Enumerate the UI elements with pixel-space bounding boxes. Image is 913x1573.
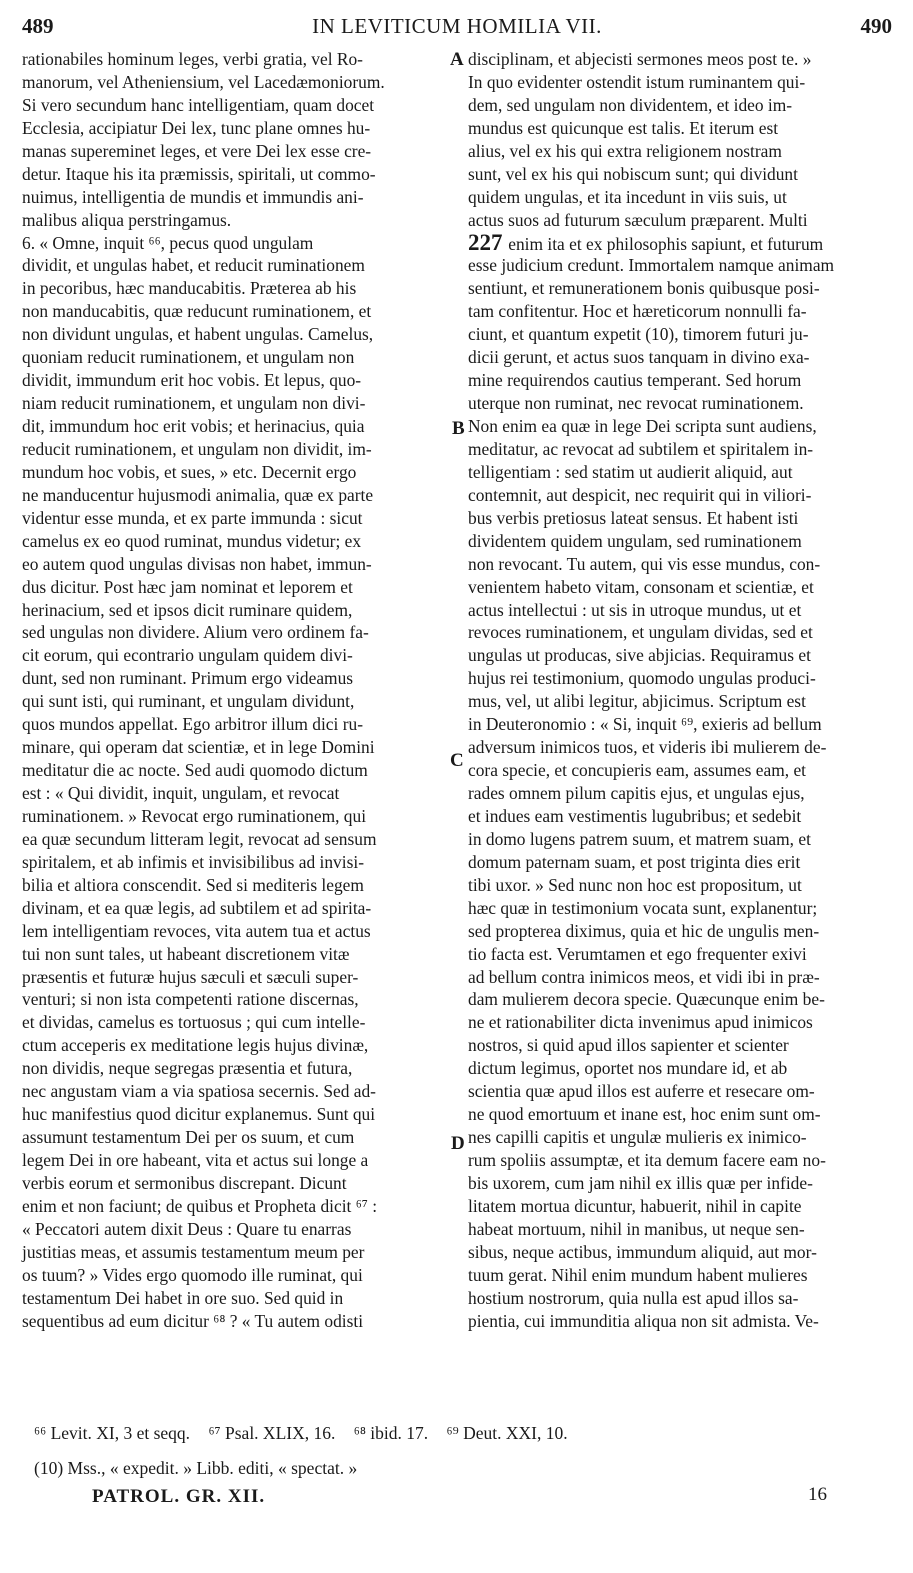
- text-line: disciplinam, et abjecisti sermones meos post te. »: [468, 49, 812, 69]
- text-line: litatem mortua dicuntur, habuerit, nihil in capite: [468, 1195, 802, 1216]
- text-line: sequentibus ad eum dicitur ⁶⁸ ? « Tu autem odisti: [22, 1310, 364, 1331]
- text-line: justitias meas, et assumis testamentum meum per: [22, 1241, 365, 1262]
- text-line: ruminationem. » Revocat ergo ruminationem, qui: [22, 805, 367, 826]
- text-line: ne et rationabiliter dicta invenimus apud inimicos: [468, 1012, 813, 1033]
- text-line: ne quod emortuum et inane est, hoc enim sunt om-: [468, 1104, 821, 1125]
- text-line: manas supereminet leges, et vere Dei lex esse cre-: [22, 140, 372, 161]
- text-line: Non enim ea quæ in lege Dei scripta sunt audiens,: [468, 416, 817, 436]
- text-line: ea quæ secundum litteram legit, revocat ad sensum: [22, 828, 377, 849]
- text-line: non manducabitis, quæ reducunt ruminationem, et: [22, 301, 372, 322]
- sheet-number: 16: [808, 1484, 827, 1505]
- text-line: telligentiam : sed statim ut audierit aliquid, aut: [468, 461, 793, 482]
- text-line: huc manifestius quod dicitur explanemus. Sunt qui: [22, 1104, 376, 1125]
- variant-reading-note: (10) Mss., « expedit. » Libb. editi, « spectat. »: [34, 1458, 358, 1478]
- text-line: actus intellectui : ut sis in utroque mundus, ut et: [468, 599, 802, 620]
- running-title: IN LEVITICUM HOMILIA VII.: [312, 14, 602, 38]
- text-line: in domo lugens patrem suum, et matrem suam, et: [468, 828, 811, 849]
- page-number-right: 490: [860, 14, 892, 38]
- text-line: verbis eorum et sermonibus discrepant. Dicunt: [22, 1172, 347, 1193]
- footnote: ⁶⁹ Deut. XXI, 10.: [446, 1423, 568, 1443]
- footnote: ⁶⁸ ibid. 17.: [353, 1423, 429, 1443]
- text-line: non dividis, neque segregas præsentia et futura,: [22, 1058, 353, 1079]
- text-line: minare, qui operam dat scientiæ, et in lege Domini: [22, 737, 375, 758]
- text-line: camelus ex eo quod ruminat, mundus videtur; ex: [22, 530, 362, 551]
- text-line: malibus aliqua perstringamus.: [22, 209, 232, 230]
- text-line: tui non sunt tales, ut habeant discretionem vitæ: [22, 943, 350, 964]
- text-line: tibi uxor. » Sed nunc non hoc est propositum, ut: [468, 874, 802, 895]
- text-line: est : « Qui dividit, inquit, ungulam, et revocat: [22, 783, 340, 803]
- text-line: manorum, vel Atheniensium, vel Lacedæmoniorum.: [22, 71, 385, 92]
- text-line: [468, 229, 893, 255]
- line-text: enim ita et ex philosophis sapiunt, et futurum: [508, 233, 824, 254]
- text-line: hujus rei testimonium, quomodo ungulas produci-: [468, 668, 816, 689]
- printer-signature: PATROL. GR. XII.: [92, 1486, 266, 1507]
- text-line: sed propterea diximus, quia et hic de ungulis men-: [468, 920, 820, 941]
- text-line: uterque non ruminat, nec revocat ruminationem.: [468, 393, 804, 414]
- text-line: in Deuteronomio : « Si, inquit ⁶⁹, exieris ad bellum: [468, 714, 822, 735]
- text-line: quidem ungulas, et ita incedunt in viis suis, ut: [468, 186, 787, 207]
- text-line: quos mundos appellat. Ego arbitror illum dici ru-: [22, 714, 363, 735]
- text-line: ad bellum contra inimicos meos, et vidi ibi in præ-: [468, 966, 820, 987]
- text-line: ctum acceperis ex meditatione legis hujus divinæ,: [22, 1035, 369, 1056]
- text-line: pientia, cui immunditia aliqua non sit admista. Ve-: [468, 1310, 819, 1331]
- original-pagination-number: 227: [468, 229, 509, 255]
- text-line: mundum hoc vobis, et sues, » etc. Decernit ergo: [22, 461, 357, 482]
- text-line: 6. « Omne, inquit ⁶⁶, pecus quod ungulam: [22, 232, 314, 253]
- text-line: spiritalem, et ab infimis et invisibilibus ad invisi-: [22, 851, 364, 872]
- text-line: dictum legimus, oportet nos mundare id, et ab: [468, 1058, 788, 1079]
- text-line: præsentis et futuræ hujus sæculi et sæculi super-: [22, 966, 359, 987]
- text-line: et indues eam vestimentis lugubribus; et sedebit: [468, 805, 802, 826]
- text-line: nostros, si quid apud illos sapienter et scienter: [468, 1035, 789, 1056]
- text-line: nes capilli capitis et ungulæ mulieris ex inimico-: [468, 1127, 807, 1148]
- text-line: nec angustam viam a via spatiosa secernis. Sed ad-: [22, 1081, 376, 1102]
- text-line: testamentum Dei habet in ore suo. Sed quid in: [22, 1287, 344, 1308]
- text-line: venturi; si non ista competenti ratione discernas,: [22, 989, 359, 1010]
- text-line: cora specie, et concupieris eam, assumes eam, et: [468, 760, 807, 781]
- text-line: non revocant. Tu autem, qui vis esse mundus, con-: [468, 553, 821, 574]
- text-line: ne manducentur hujusmodi animalia, quæ ex parte: [22, 484, 374, 505]
- text-line: assumunt testamentum Dei per os suum, et cum: [22, 1127, 355, 1148]
- text-line: videntur esse munda, et ex parte immunda : sicut: [22, 507, 363, 528]
- text-line: enim et non faciunt; de quibus et Propheta dicit ⁶⁷ :: [22, 1195, 378, 1216]
- text-line: habeat mortuum, nihil in manibus, ut neque sen-: [468, 1218, 805, 1239]
- text-line: sed ungulas non dividere. Alium vero ordinem fa-: [22, 622, 369, 643]
- margin-marker-a: A: [450, 49, 464, 70]
- margin-marker-b: B: [452, 418, 465, 439]
- text-line: rades omnem pilum capitis ejus, et ungulas ejus,: [468, 783, 805, 803]
- footnote: ⁶⁷ Psal. XLIX, 16.: [208, 1423, 336, 1443]
- text-line: sentiunt, et remunerationem bonis quibusque posi-: [468, 278, 820, 299]
- text-line: ungulas ut producas, sive abjicias. Requiramus et: [468, 645, 811, 666]
- text-line: os tuum? » Vides ergo quomodo ille ruminat, qui: [22, 1264, 363, 1285]
- left-column: [22, 48, 447, 1333]
- right-column: [468, 48, 893, 1333]
- text-line: reducit ruminationem, et ungulam non dividit, im-: [22, 438, 372, 459]
- text-line: divinam, et ea quæ legis, ad subtilem et ad spirita-: [22, 897, 372, 918]
- text-line: in pecoribus, hæc manducabitis. Præterea ab his: [22, 278, 357, 299]
- text-line: alius, vel ex his qui extra religionem nostram: [468, 140, 782, 161]
- text-line: adversum inimicos tuos, et videris ibi mulierem de-: [468, 737, 827, 758]
- text-line: hostium nostrorum, quia nulla est apud illos sa-: [468, 1287, 799, 1308]
- text-line: legem Dei in ore habeant, vita et actus sui longe a: [22, 1150, 369, 1170]
- margin-marker-c: C: [450, 750, 464, 771]
- text-line: meditatur, ac revocat ad subtilem et spiritalem in-: [468, 438, 814, 459]
- text-line: nuimus, intelligentia de mundis et immundis ani-: [22, 186, 364, 207]
- text-line: bilia et altiora conscendit. Sed si mediteris legem: [22, 874, 364, 895]
- text-line: Ecclesia, accipiatur Dei lex, tunc plane omnes hu-: [22, 117, 371, 138]
- footnotes: [34, 1418, 894, 1448]
- text-line: venientem habeto vitam, consonam et scientiæ, et: [468, 576, 814, 597]
- text-line: dam mulierem decora specie. Quæcunque enim be-: [468, 989, 825, 1010]
- text-line: cit eorum, qui econtrario ungulam quidem divi-: [22, 645, 353, 666]
- text-line: lem intelligentiam revoces, vita autem tua et actus: [22, 920, 371, 941]
- text-line: rum spoliis assumptæ, et ita demum facere eam no-: [468, 1150, 826, 1170]
- text-line: bis uxorem, cum jam nihil ex illis quæ per infide-: [468, 1172, 813, 1193]
- text-line: dividit, et ungulas habet, et reducit ruminationem: [22, 255, 365, 276]
- text-line: dividentem quidem ungulam, sed ruminationem: [468, 530, 802, 551]
- text-line: dicii gerunt, et actus suos tanquam in divino exa-: [468, 347, 810, 368]
- text-line: hæc quæ in testimonium vocata sunt, explanentur;: [468, 897, 818, 918]
- text-line: scientia quæ apud illos est auferre et resecare om-: [468, 1081, 815, 1102]
- text-line: domum paternam suam, et post triginta dies erit: [468, 851, 801, 872]
- text-line: actus suos ad futurum sæculum præparent. Multi: [468, 209, 808, 230]
- text-line: detur. Itaque his ita præmissis, spiritali, ut commo-: [22, 163, 376, 184]
- text-line: dit, immundum hoc erit vobis; et herinacius, quia: [22, 416, 365, 436]
- text-line: tio facta est. Verumtamen et ego frequenter exivi: [468, 943, 807, 964]
- text-line: Si vero secundum hanc intelligentiam, quam docet: [22, 94, 375, 115]
- text-line: mine requirendos cautius temperant. Sed horum: [468, 370, 802, 391]
- text-line: tam confitentur. Hoc et hæreticorum nonnulli fa-: [468, 301, 807, 322]
- text-line: meditatur die ac nocte. Sed audi quomodo dictum: [22, 760, 368, 781]
- text-line: qui sunt isti, qui ruminant, et ungulam dividunt,: [22, 691, 355, 712]
- page-number-left: 489: [22, 14, 54, 38]
- margin-marker-d: D: [451, 1133, 465, 1154]
- text-line: sunt, vel ex his qui nobiscum sunt; qui dividunt: [468, 163, 798, 184]
- text-line: quoniam reducit ruminationem, et ungulam non: [22, 347, 355, 368]
- text-line: tuum gerat. Nihil enim mundum habent mulieres: [468, 1264, 808, 1285]
- text-line: dunt, sed non ruminant. Primum ergo videamus: [22, 668, 354, 689]
- text-line: eo autem quod ungulas divisas non habet, immun-: [22, 553, 372, 574]
- text-line: bus verbis pretiosus lateat sensus. Et habent isti: [468, 507, 799, 528]
- text-line: et dividas, camelus es tortuosus ; qui cum intelle-: [22, 1012, 366, 1033]
- text-line: dem, sed ungulam non dividentem, et ideo im-: [468, 94, 793, 115]
- text-line: rationabiles hominum leges, verbi gratia, vel Ro-: [22, 49, 363, 69]
- text-line: dus dicitur. Post hæc jam nominat et leporem et: [22, 576, 353, 597]
- text-line: revoces ruminationem, et ungulam dividas, sed et: [468, 622, 813, 643]
- text-line: herinacium, sed et ipsos dicit ruminare quidem,: [22, 599, 353, 620]
- text-line: mundus est quicunque est talis. Et iterum est: [468, 117, 779, 138]
- text-line: dividit, immundum erit hoc vobis. Et lepus, quo-: [22, 370, 362, 391]
- text-line: sibus, neque actibus, immundum aliquid, aut mor-: [468, 1241, 817, 1262]
- footnote: ⁶⁶ Levit. XI, 3 et seqq.: [34, 1423, 191, 1443]
- text-line: non dividunt ungulas, et habent ungulas. Camelus,: [22, 324, 374, 345]
- text-line: ciunt, et quantum expetit (10), timorem futuri ju-: [468, 324, 809, 345]
- text-line: esse judicium credunt. Immortalem namque animam: [468, 255, 835, 276]
- text-line: mus, vel, ut alibi legitur, abjicimus. Scriptum est: [468, 691, 806, 712]
- text-line: « Peccatori autem dixit Deus : Quare tu enarras: [22, 1218, 352, 1239]
- text-line: niam reducit ruminationem, et ungulam non divi-: [22, 393, 366, 414]
- text-line: contemnit, aut despicit, nec requirit qui in viliori-: [468, 484, 812, 505]
- text-line: In quo evidenter ostendit istum ruminantem qui-: [468, 71, 806, 92]
- running-header: [22, 14, 892, 44]
